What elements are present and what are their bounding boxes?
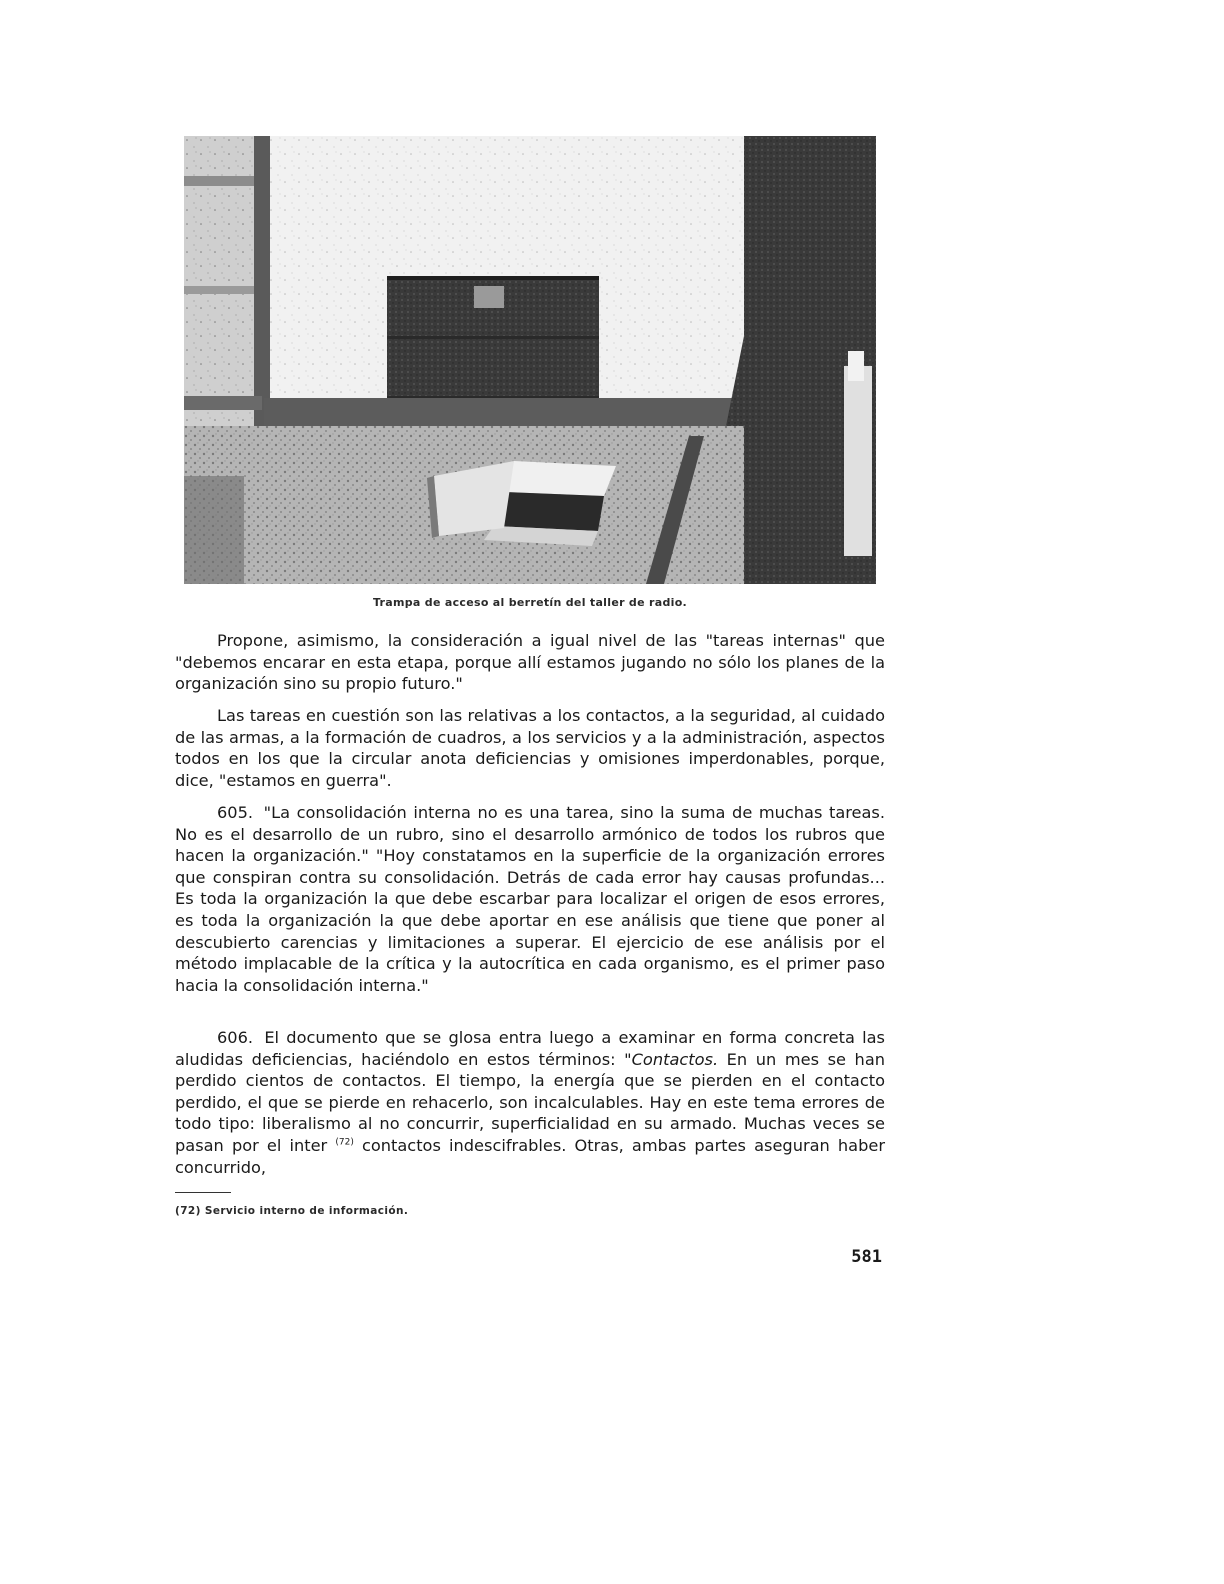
paragraph-606 bbox=[175, 1027, 885, 1178]
footnote: (72) Servicio interno de información. bbox=[175, 1205, 409, 1217]
photo-image bbox=[184, 136, 876, 584]
footnote-divider bbox=[175, 1192, 231, 1193]
paragraph-605 bbox=[175, 802, 885, 996]
paragraph-606-italic: Contactos. bbox=[631, 1049, 719, 1069]
paragraph-605-body bbox=[175, 802, 885, 996]
paragraph-606-text-c: contactos indescifrables. Otras, ambas partes aseguran haber concurrido, bbox=[175, 1135, 885, 1177]
page-number: 581 bbox=[851, 1247, 882, 1267]
paragraph-1 bbox=[175, 630, 885, 695]
paragraph-2-text: Las tareas en cuestión son las relativas a los contactos, a la seguridad, al cuidado de las armas, a la formación de cuadros, a los servicios y a la administración, aspectos todos en los que la circular anota deficiencias y omisiones imperdonables, porque, dice, "estamos en guerra". bbox=[175, 706, 885, 790]
paragraph-number: 605. bbox=[217, 803, 254, 822]
paragraph-605-text: "La consolidación interna no es una tarea, sino la suma de muchas tareas. No es el desarrollo de un rubro, sino el desarrollo armónico de todos los rubros que hacen la organización." "Hoy constatamos en la superficie de la organización errores que conspiran contra su consolidación. Detrás de cada error hay causas profundas... Es toda la organización la que debe escarbar para localizar el origen de esos errores, es toda la organización la que debe aportar en ese análisis que tiene que poner al descubierto carencias y limitaciones a superar. El ejercicio de ese análisis por el método implacable de la crítica y la autocrítica en cada organismo, es el primer paso hacia la consolidación interna." bbox=[175, 803, 886, 995]
paragraph-606-text-a: El documento que se glosa entra luego a examinar en forma concreta las aludidas deficiencias, haciéndolo en estos términos: " bbox=[175, 1028, 885, 1069]
photo-trapdoor bbox=[184, 136, 876, 584]
paragraph-606-text-b: En un mes se han perdido cientos de contactos. El tiempo, la energía que se pierden en el contacto perdido, el que se pierde en rehacerlo, son incalculables. Hay en este tema errores de todo tipo: liberalismo al no concurrir, superficialidad en su armado. Muchas veces se pasan por el inter bbox=[175, 1049, 885, 1155]
paragraph-1-text: Propone, asimismo, la consideración a igual nivel de las "tareas internas" que "debemos encarar en esta etapa, porque allí estamos jugando no sólo los planes de la organización sino su propio futuro." bbox=[175, 631, 885, 694]
figure-caption: Trampa de acceso al berretín del taller de radio. bbox=[372, 596, 688, 609]
paragraph-2 bbox=[175, 705, 885, 791]
footnote-reference: (72) bbox=[335, 1137, 354, 1148]
paragraph-606-body bbox=[175, 1027, 885, 1178]
paragraph-number: 606. bbox=[217, 1028, 254, 1047]
